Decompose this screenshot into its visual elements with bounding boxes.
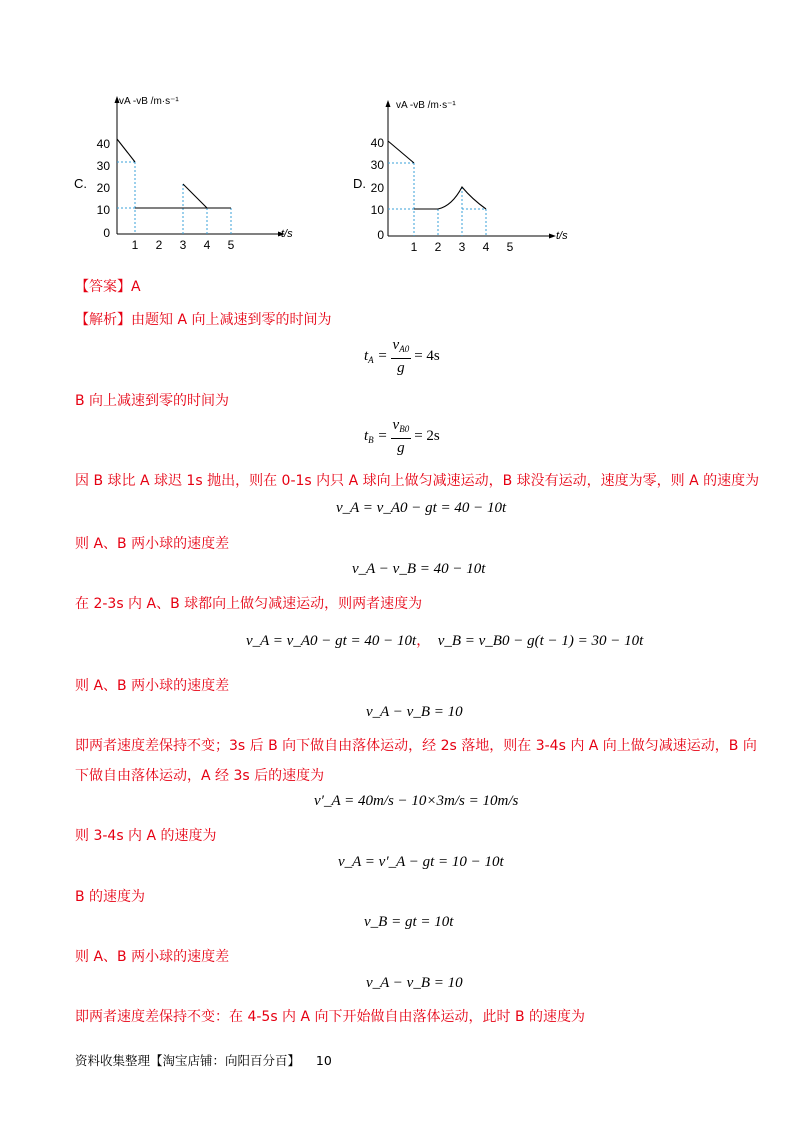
- equation-tb: $t_B$ = $\frac{v_{B0}}{g}$ = 2s: [364, 417, 440, 456]
- y-tick-label: 40: [96, 137, 110, 151]
- equation-rhs: = 4s: [414, 347, 440, 364]
- equation-vdiff-1: v_A − v_B = 40 − 10t: [352, 561, 486, 577]
- answer-label: 【答案】: [75, 279, 131, 295]
- equation-vdiff-3: v_A − v_B = 10: [366, 975, 463, 991]
- series-line: [388, 141, 414, 163]
- y-tick-label: 10: [370, 203, 384, 217]
- x-axis-title: t/s: [556, 230, 568, 242]
- y-tick-label: 20: [370, 181, 384, 195]
- series-line: [117, 139, 135, 162]
- y-tick-label: 30: [370, 158, 384, 172]
- analysis-line-8: 下做自由落体运动，A 经 3s 后的速度为: [75, 768, 325, 784]
- footer: [75, 1051, 332, 1069]
- equation-vb-part: v_B = v_B0 − g(t − 1) = 30 − 10t: [437, 633, 644, 649]
- equation-vb-34: v_B = gt = 10t: [364, 914, 454, 930]
- x-tick-label: 5: [227, 238, 235, 252]
- analysis-line-11: 则 A、B 两小球的速度差: [75, 949, 230, 965]
- equation-ta: $t_A$ = $\frac{v_{A0}}{g}$ = 4s: [364, 337, 440, 376]
- x-tick-label: 3: [458, 240, 466, 254]
- analysis-line-1: [75, 309, 331, 329]
- x-tick-label: 2: [434, 240, 442, 254]
- x-tick-label: 3: [179, 238, 187, 252]
- y-tick-label: 20: [96, 181, 110, 195]
- answer-value: A: [131, 279, 141, 295]
- equation-vdiff-2: v_A − v_B = 10: [366, 704, 463, 720]
- analysis-line-4: 则 A、B 两小球的速度差: [75, 536, 230, 552]
- y-tick-label: 0: [377, 228, 384, 242]
- x-tick-label: 1: [131, 238, 139, 252]
- y-axis-arrow: [386, 100, 391, 107]
- option-c-label: C.: [74, 176, 87, 191]
- analysis-line-2: B 向上减速到零的时间为: [75, 393, 230, 409]
- equation-va-part: v_A = v_A0 − gt = 40 − 10t: [246, 633, 417, 649]
- y-tick-label: 10: [96, 203, 110, 217]
- option-c-graph: [95, 92, 295, 252]
- page-number: 10: [315, 1053, 332, 1068]
- y-axis-title: vA -vB /m·s⁻¹: [119, 96, 179, 107]
- equation-va-prime: v′_A = 40m/s − 10×3m/s = 10m/s: [314, 793, 519, 809]
- x-tick-label: 5: [506, 240, 514, 254]
- series-curve: [438, 187, 486, 209]
- answer-line: [75, 276, 141, 296]
- analysis-line-3: 因 B 球比 A 球迟 1s 抛出，则在 0-1s 内只 A 球向上做匀减速运动，B 球没有运动，速度为零，则 A 的速度为: [75, 473, 760, 489]
- analysis-line-10: B 的速度为: [75, 889, 146, 905]
- analysis-line-7: 即两者速度差保持不变；3s 后 B 向下做自由落体运动，经 2s 落地，则在 3-4s 内 A 向上做匀减速运动，B 向: [75, 738, 757, 754]
- equation-va-34: v_A = v′_A − gt = 10 − 10t: [338, 854, 504, 870]
- analysis-line-9: 则 3-4s 内 A 的速度为: [75, 828, 217, 844]
- analysis-line-12: 即两者速度差保持不变：在 4-5s 内 A 向下开始做自由落体运动，此时 B 的速度为: [75, 1009, 586, 1025]
- x-axis-arrow: [549, 234, 556, 239]
- y-tick-label: 30: [96, 159, 110, 173]
- option-d-graph: [372, 96, 572, 254]
- equation-rhs: = 2s: [414, 427, 440, 444]
- y-tick-label: 0: [103, 226, 110, 240]
- series-line: [183, 184, 207, 208]
- y-axis-title: vA -vB /m·s⁻¹: [396, 100, 456, 111]
- equation-separator: ，: [416, 633, 431, 649]
- x-tick-label: 4: [203, 238, 211, 252]
- equation-va: v_A = v_A0 − gt = 40 − 10t: [336, 500, 507, 516]
- analysis-line-5: 在 2-3s 内 A、B 球都向上做匀减速运动，则两者速度为: [75, 596, 423, 612]
- analysis-text: 由题知 A 向上减速到零的时间为: [131, 312, 332, 328]
- x-tick-label: 2: [155, 238, 163, 252]
- analysis-label: 【解析】: [75, 312, 131, 328]
- equation-va-vb: [246, 630, 643, 650]
- y-tick-label: 40: [370, 136, 384, 150]
- x-tick-label: 4: [482, 240, 490, 254]
- option-d-label: D.: [353, 176, 366, 191]
- x-tick-label: 1: [410, 240, 418, 254]
- x-axis-title: t/s: [281, 228, 293, 240]
- footer-text: 资料收集整理【淘宝店铺：向阳百分百】: [75, 1053, 301, 1068]
- analysis-line-6: 则 A、B 两小球的速度差: [75, 678, 230, 694]
